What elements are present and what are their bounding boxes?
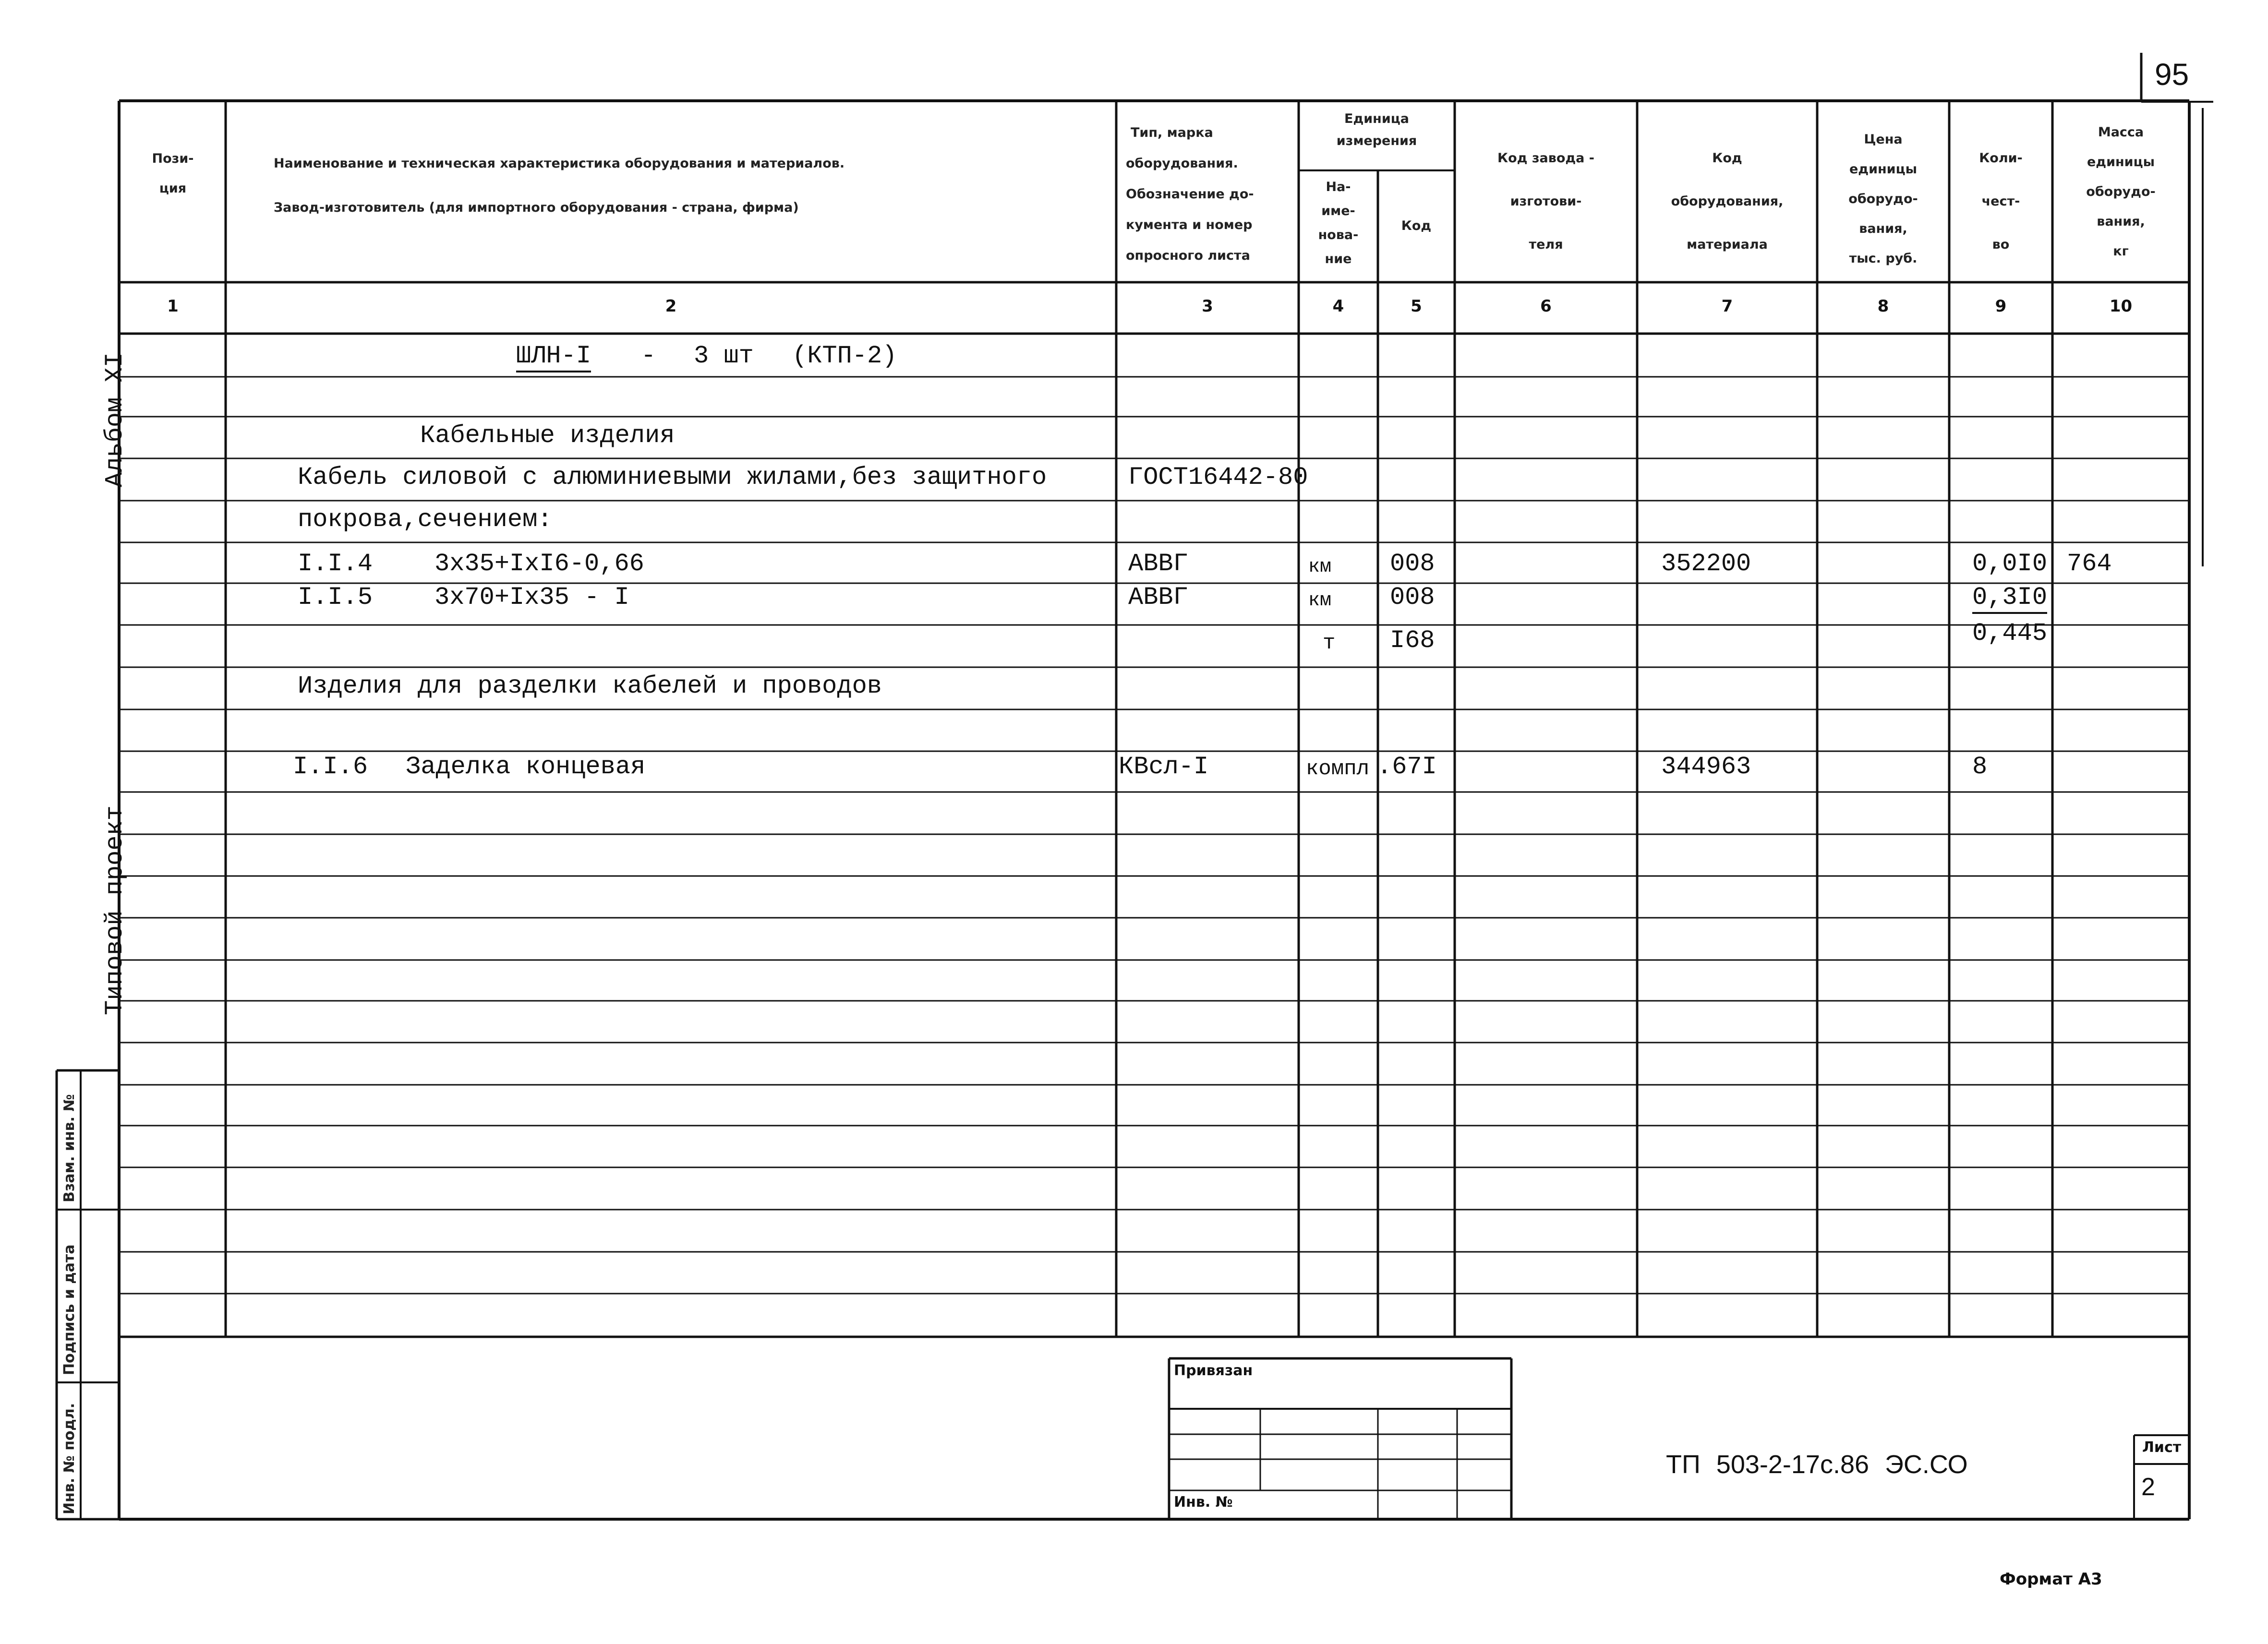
item-name: Заделка концевая xyxy=(406,753,646,781)
item-unit-code: .67I xyxy=(1377,753,1437,781)
side-inv-original: Инв. № подл. xyxy=(61,1403,78,1514)
col-number: 10 xyxy=(2109,297,2133,316)
paper-format: Формат А3 xyxy=(2000,1570,2102,1589)
section-cable-termination: Изделия для разделки кабелей и проводов xyxy=(298,672,882,700)
side-album-label: Альбом XI xyxy=(101,352,129,487)
title-qty: 3 шт xyxy=(694,342,754,370)
item-quantity: 0,0I0 xyxy=(1972,550,2048,578)
col-number: 1 xyxy=(167,297,179,316)
sheet-number: 2 xyxy=(2141,1473,2155,1501)
item-equipment-code: 344963 xyxy=(1661,753,1751,781)
item-spec: 3x35+IxI6-0,66 xyxy=(434,550,644,578)
item-unit-code: 008 xyxy=(1390,550,1435,578)
total-quantity: 0,445 xyxy=(1972,619,2048,648)
header-col3: Тип, марка оборудования. Обозначение до- кумента и номер опросного листа xyxy=(1126,125,1254,263)
header-col4: На- име- нова- ние xyxy=(1318,180,1359,266)
col-number: 8 xyxy=(1877,297,1889,316)
header-col6: Код завода - изготови- теля xyxy=(1497,151,1594,252)
col-number: 2 xyxy=(665,297,677,316)
title-dash: - xyxy=(641,342,656,370)
title-mark: ШЛН-I xyxy=(516,342,591,372)
item-unit: км xyxy=(1308,556,1332,578)
cable-description-line1: Кабель силовой с алюминиевыми жилами,без защитного xyxy=(298,463,1047,492)
title-ktp: (КТП-2) xyxy=(792,342,897,370)
item-spec: 3x70+Ix35 - I xyxy=(434,583,629,612)
section-cable-products: Кабельные изделия xyxy=(420,421,675,450)
total-unit: т xyxy=(1323,631,1336,655)
header-col7: Код оборудования, материала xyxy=(1671,151,1784,252)
sheet-label: Лист xyxy=(2142,1439,2182,1456)
header-col10: Масса единицы оборудо- вания, кг xyxy=(2086,125,2156,259)
item-position: I.I.6 xyxy=(293,753,368,781)
item-unit: компл xyxy=(1306,757,1370,781)
item-type: АВВГ xyxy=(1128,550,1188,578)
side-vzam-inv: Взам. инв. № xyxy=(61,1094,78,1202)
cable-gost: ГОСТ16442-80 xyxy=(1128,463,1308,492)
stamp-inv-number: Инв. № xyxy=(1174,1494,1233,1511)
item-position: I.I.4 xyxy=(298,550,373,578)
col-number: 9 xyxy=(1995,297,2007,316)
col-number: 6 xyxy=(1540,297,1552,316)
side-signature-date: Подпись и дата xyxy=(61,1244,78,1375)
item-position: I.I.5 xyxy=(298,583,373,612)
cable-description-line2: покрова,сечением: xyxy=(298,505,553,534)
item-type: КВсл-I xyxy=(1119,753,1209,781)
col-number: 3 xyxy=(1202,297,1213,316)
item-quantity: 0,3I0 xyxy=(1972,583,2047,614)
item-equipment-code: 352200 xyxy=(1661,550,1751,578)
col-number: 4 xyxy=(1332,297,1344,316)
item-mass: 764 xyxy=(2067,550,2112,578)
item-unit: км xyxy=(1308,590,1332,612)
header-col8: Цена единицы оборудо- вания, тыс. руб. xyxy=(1848,132,1918,266)
item-type: АВВГ xyxy=(1128,583,1188,612)
item-unit-code: 008 xyxy=(1390,583,1435,612)
header-col5: Код xyxy=(1401,218,1432,233)
header-col45-unit: Единица измерения xyxy=(1336,111,1417,148)
header-col9: Коли- чест- во xyxy=(1979,151,2023,252)
col-number: 5 xyxy=(1411,297,1422,316)
header-col1: Пози- ция xyxy=(152,151,194,196)
document-designation: ТП 503-2-17с.86 ЭС.СО xyxy=(1666,1450,1968,1479)
stamp-linked: Привязан xyxy=(1174,1362,1253,1379)
total-unit-code: I68 xyxy=(1390,626,1435,655)
col-number: 7 xyxy=(1721,297,1733,316)
page-number: 95 xyxy=(2155,57,2189,92)
item-quantity: 8 xyxy=(1972,753,1988,781)
header-col2: Наименование и техническая характеристика оборудования и материалов. Завод-изготовитель (для импортного оборудования - страна, фирма) xyxy=(274,156,845,215)
side-project-label: Типовой проект xyxy=(101,805,129,1015)
